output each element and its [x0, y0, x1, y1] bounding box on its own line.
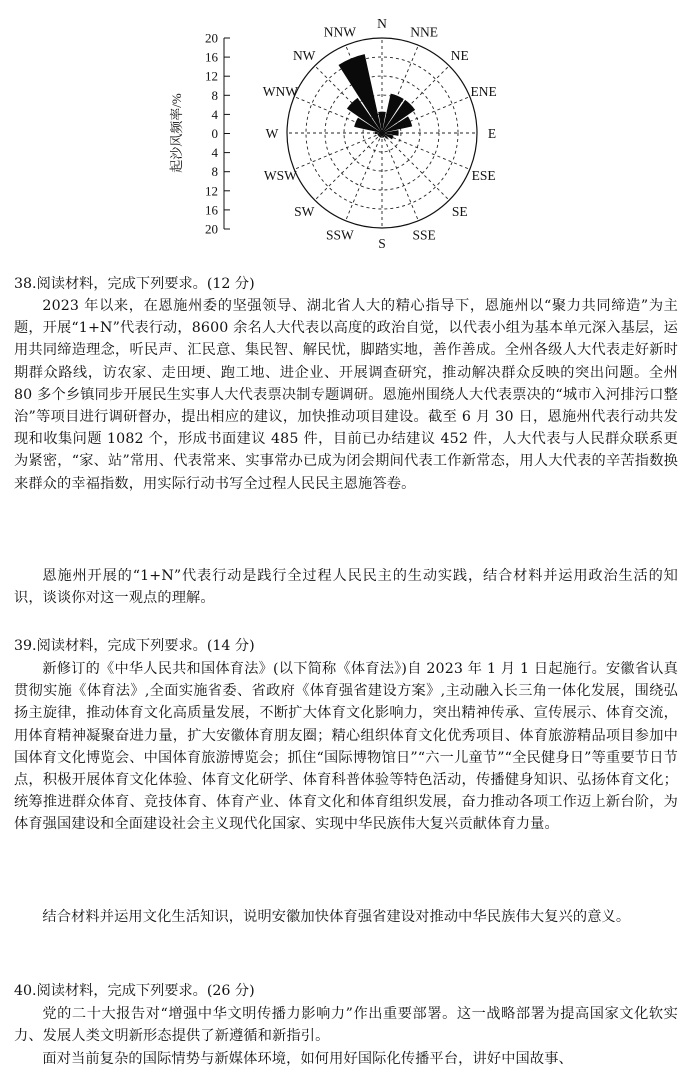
grid-spoke: [315, 133, 382, 200]
direction-label-wsw: WSW: [263, 168, 297, 184]
question-40-prompt: 面对当前复杂的国际情势与新媒体环境，如何用好国际化传播平台，讲好中国故事、: [42, 1051, 573, 1067]
direction-label-s: S: [378, 236, 386, 251]
direction-label-ne: NE: [450, 48, 469, 64]
y-axis-label: 起沙风频率/%: [169, 93, 184, 173]
direction-label-nw: NW: [292, 48, 316, 64]
frequency-scale-axis: [205, 31, 230, 237]
scale-tick-label: 4: [211, 106, 218, 122]
question-38-material: 2023 年以来，在恩施州委的坚强领导、湖北省人大的精心指导下，恩施州以“聚力共同缔造”为主题，开展“1+N”代表行动，8600 余名人大代表以高度的政治自觉，以代表小组为基本单元深入基层，运用共同缔造理念，听民声、汇民意、集民智、解民忧，脚踏实地，善作善成。全州各级人大代表走好新时期群众路线，访农家、走田埂、跑工地、进企业、开展调查研究，推动解决群众反映的突出问题。全州 80 多个乡镇同步开展民生实事人大代表票决制专题调研。恩施州围绕人大代表票决的“城市入河排污口整治”等项目进行调研督办，提出相应的建议，加快推动项目建设。截至 6 月 30 日，恩施州代表行动共发现和收集问题 1082 个，形成书面建议 485 件，目前已办结建议 452 件，人大代表与人民群众联系更为紧密，“家、站”常用、代表常来、实事常办已成为闭会期间代表工作新常态，用人大代表的辛苦指数换来群众的幸福指数，用实际行动书写全过程人民民主恩施答卷。: [14, 298, 678, 492]
direction-label-w: W: [265, 126, 279, 141]
frequency-bars: [339, 54, 416, 139]
grid-spoke: [294, 133, 382, 169]
direction-label-nne: NNE: [410, 24, 438, 40]
grid-spoke: [382, 133, 418, 221]
direction-label-sw: SW: [294, 203, 315, 219]
question-38-prompt: 恩施州开展的“1+N”代表行动是践行全过程人民民主的生动实践，结合材料并运用政治生活的知识，谈谈你对这一观点的理解。: [14, 568, 678, 607]
question-40-title: 40.阅读材料，完成下列要求。(26 分): [14, 983, 255, 999]
direction-label-se: SE: [451, 203, 468, 219]
direction-label-ene: ENE: [470, 83, 497, 99]
direction-label-sse: SSE: [412, 227, 436, 243]
direction-label-ssw: SSW: [326, 227, 354, 243]
question-39-title: 39.阅读材料，完成下列要求。(14 分): [14, 638, 255, 654]
direction-label-nnw: NNW: [323, 24, 357, 40]
scale-tick-label: 12: [205, 183, 218, 199]
grid-spoke: [346, 133, 382, 221]
scale-tick-label: 12: [205, 68, 218, 84]
question-39-prompt: 结合材料并运用文化生活知识，说明安徽加快体育强省建设对推动中华民族伟大复兴的意义。: [42, 909, 631, 925]
grid-spoke: [382, 133, 449, 200]
wind-rose-chart: [0, 0, 692, 270]
scale-tick-label: 20: [205, 30, 218, 46]
question-38-title: 38.阅读材料，完成下列要求。(12 分): [14, 276, 255, 292]
scale-tick-label: 4: [211, 145, 218, 161]
direction-label-e: E: [487, 126, 497, 141]
question-39-material: 新修订的《中华人民共和国体育法》(以下简称《体育法》)自 2023 年 1 月 1 日起施行。安徽省认真贯彻实施《体育法》,全面实施省委、省政府《体育强省建设方案》,主动融入长三角一体化发展，围绕弘扬主旋律，推动体育文化高质量发展，不断扩大体育文化影响力，突出精神传承、宣传展示、体育交流，用体育精神凝聚奋进力量，扩大安徽体育朋友圈；精心组织体育文化优秀项目、体育旅游精品项目参加中国体育文化博览会、中国体育旅游博览会；抓住“国际博物馆日”“六一儿童节”“全民健身日”等重要节日节点，积极开展体育文化体验、体育文化研学、体育科普体验等特色活动，传播健身知识、弘扬体育文化；统筹推进群众体育、竞技体育、体育产业、体育文化和体育组织发展，奋力推动各项工作迈上新台阶，为体育强国建设和全面建设社会主义现代化国家、实现中华民族伟大复兴贡献体育力量。: [14, 661, 678, 833]
question-40-material: 党的二十大报告对“增强中华文明传播力影响力”作出重要部署。这一战略部署为提高国家文化软实力、发展人类文明新形态提供了新遵循和新指引。: [14, 1006, 678, 1045]
scale-tick-label: 0: [211, 126, 218, 141]
direction-label-n: N: [377, 16, 387, 31]
scale-tick-label: 8: [211, 164, 218, 180]
direction-label-wnw: WNW: [262, 83, 299, 99]
direction-label-ese: ESE: [471, 168, 496, 184]
scale-tick-label: 16: [205, 202, 218, 218]
scale-tick-label: 20: [205, 221, 218, 237]
scale-tick-label: 8: [211, 87, 218, 103]
grid-spoke: [382, 133, 470, 169]
scale-tick-label: 16: [205, 49, 218, 65]
